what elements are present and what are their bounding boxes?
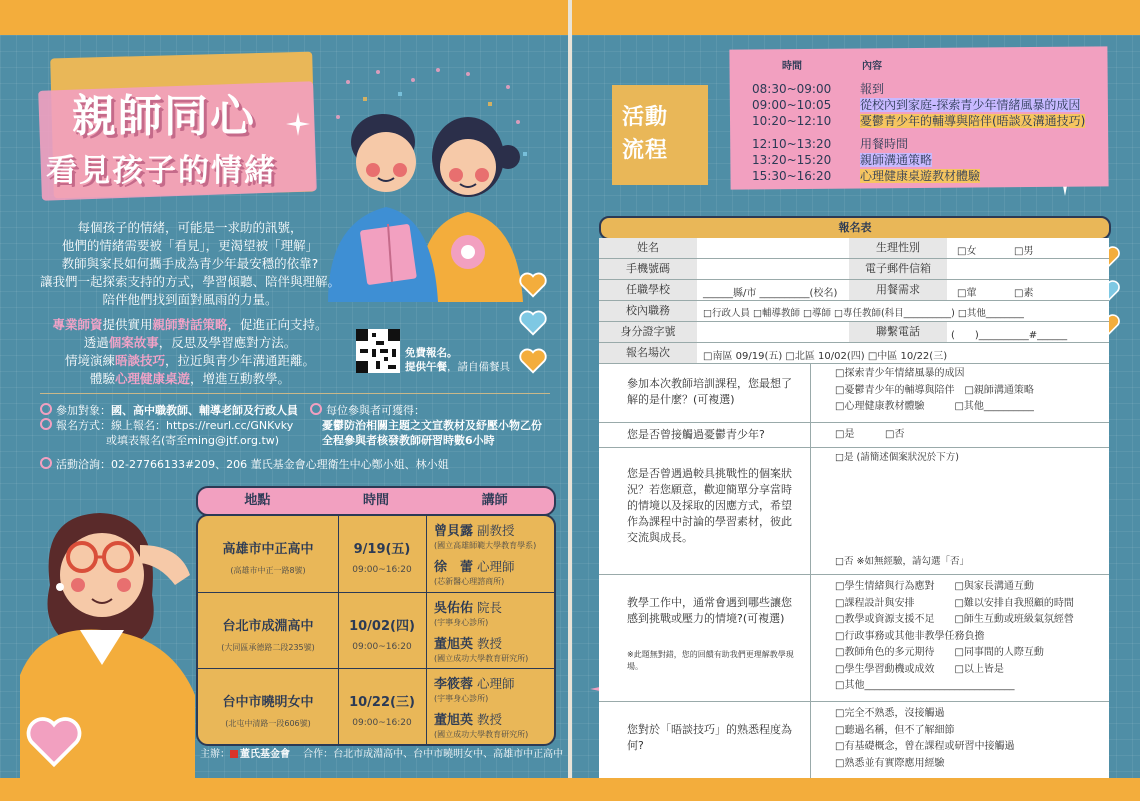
heart-icon <box>518 270 548 300</box>
flow-item: 15:30~16:20 心理健康桌遊教材體驗 <box>752 169 981 183</box>
meal-meat-checkbox[interactable]: □葷 <box>957 288 977 299</box>
page-fold <box>568 0 572 801</box>
sparkle-icon <box>286 112 310 136</box>
tel-field[interactable]: ( )__________#______ <box>951 330 1068 341</box>
question-1: 參加本次教師培訓課程，您最想了解的是什麼？(可複選) □探索青少年情緒風暴的成因 □憂鬱青少年的輔導與陪伴 □親師溝通策略 □心理健康教材體驗 □其他__________ <box>599 364 1109 423</box>
form-row: 手機號碼 電子郵件信箱 <box>599 259 1109 280</box>
flow-item: 10:20~12:10 憂鬱青少年的輔導與陪伴(晤談及溝通技巧) <box>752 114 1086 128</box>
activity-title-1: 活動 <box>622 105 669 130</box>
question-3: 您是否曾遇過較具挑戰性的個案狀況？若您願意，歡迎簡單分享當時的情境以及採取的因應方式，希望作為課程中討論的學習素材，彼此交流與成長。 □是 (請簡述個案狀況於下方) □否 ※如無經驗，請勾選「否」 <box>599 448 1109 575</box>
id-field[interactable] <box>699 322 849 342</box>
form-row: 身分證字號 聯繫電話 ( )__________#______ <box>599 322 1109 343</box>
info-benefit-1: 憂鬱防治相關主題之文宣教材及紓壓小物乙份 <box>322 419 542 432</box>
intro-text: 每個孩子的情緒，可能是一求助的訊號， 他們的情緒需要被「看見」，更渴望被「理解」 教師與家長如何攜手成為青少年最安穩的依靠? 讓我們一起探索支持的方式，學習傾聽、陪伴與理解。 陪伴他們找到面對風雨的力量。 <box>40 220 341 307</box>
registration-form <box>599 238 1109 778</box>
email-field[interactable] <box>949 259 1109 279</box>
organizer-credit: 主辦： 董氏基金會 合作：台北市成淵高中、台中市曉明女中、高雄市中正高中 <box>200 749 564 760</box>
schedule-row: 台北市成淵高中 (大同區承德路二段235號) 10/02(四) 09:00~16:20 吳佑佑 院長 (宇寧身心診所) 董旭英 教授 (國立成功大學教育研究所) <box>198 592 554 668</box>
position-options[interactable]: □行政人員 □輔導教師 □導師 □專任教師(科目__________) □其他________ <box>703 308 1024 319</box>
flow-col-time: 時間 <box>782 61 802 72</box>
form-row: 校內職務 □行政人員 □輔導教師 □導師 □專任教師(科目__________) □其他________ <box>599 301 1109 322</box>
meal-veg-checkbox[interactable]: □素 <box>1014 288 1034 299</box>
activity-title-2: 流程 <box>622 138 669 163</box>
info-contact: 活動洽詢：02-27766133#209、206 董氏基金會心理衛生中心鄭小姐、林小姐 <box>40 457 449 473</box>
question-1-options[interactable]: □探索青少年情緒風暴的成因 □憂鬱青少年的輔導與陪伴 □親師溝通策略 □心理健康教材體驗 □其他__________ <box>835 368 1034 412</box>
title-line1: 親師同心 <box>72 91 256 142</box>
parent-teacher-illustration <box>318 62 548 302</box>
info-method-alt: 或填表報名(寄至ming@jtf.org.tw) <box>106 434 280 447</box>
venue-options[interactable]: □南區 09/19(五) □北區 10/02(四) □中區 10/22(三) <box>703 351 948 362</box>
gender-male-checkbox[interactable]: □男 <box>1014 246 1034 257</box>
flow-item: 12:10~13:20 用餐時間 <box>752 137 909 151</box>
info-benefit-label: 每位參與者可獲得： <box>310 403 425 419</box>
schedule-row: 高雄市中正高中 (高雄市中正一路8號) 9/19(五) 09:00~16:20 曾貝露 副教授 (國立高雄師範大學教育學系) 徐 蕾 心理師 (芯新醫心理諮商所) <box>222 523 537 586</box>
school-field[interactable]: ______縣/市 __________(校名) <box>703 288 838 299</box>
title-line2: 看見孩子的情緒 <box>46 153 277 189</box>
heart-icon <box>22 712 86 772</box>
form-row: 報名場次 □南區 09/19(五) □北區 10/02(四) □中區 10/22(三) <box>599 343 1109 364</box>
info-benefit-2: 全程參與者核發教師研習時數6小時 <box>322 434 495 447</box>
heart-icon <box>518 346 548 376</box>
question-2: 您是否曾接觸過憂鬱青少年? □是 □否 <box>599 423 1109 448</box>
question-5: 您對於「晤談技巧」的熟悉程度為何? □完全不熟悉，沒接觸過 □聽過名稱，但不了解細節 □有基礎概念，曾在課程或研習中接觸過 □熟悉並有實際應用經驗 <box>599 702 1109 777</box>
name-field[interactable] <box>699 238 849 258</box>
question-2-no[interactable]: □否 <box>885 429 905 440</box>
info-target: 參加對象：國、高中職教師、輔導老師及行政人員 <box>40 403 298 419</box>
form-row: 任職學校 ______縣/市 __________(校名) 用餐需求 □葷 □素 <box>599 280 1109 301</box>
question-3-answer-field[interactable] <box>835 470 1105 550</box>
question-4: 教學工作中，通常會遇到哪些讓您感到挑戰或壓力的情境?(可複選) ※此題無對錯，您的回饋有助我們更理解教學現場。 □學生情緒與行為應對 □與家長溝通互動 □課程設計與安排 □難以安排自我照顧的時間 □教學或資源支援不足 □師生互動或班級氣氛經營 □行政事務或其他非教學任務負擔 □教師角色的多元期待 □同事間的人際互動 □學生學習動機或成效 □以上皆是 □其他______________________________ <box>599 575 1109 702</box>
flow-item: 13:20~15:20 親師溝通策略 <box>752 153 933 167</box>
question-2-yes[interactable]: □是 <box>835 429 855 440</box>
schedule-col-lecturer: 講師 <box>481 493 508 508</box>
qr-code-icon[interactable] <box>356 329 400 373</box>
schedule-col-place: 地點 <box>244 493 271 508</box>
features-text: 專業師資提供實用親師對話策略，促進正向支持。 透過個案故事，反思及學習應對方法。 情境演練晤談技巧，拉近與青少年溝通距離。 體驗心理健康桌遊，增進互動教學。 <box>52 317 328 386</box>
bottom-strip <box>0 778 1140 801</box>
form-title: 報名表 <box>599 216 1111 240</box>
phone-field[interactable] <box>699 259 849 279</box>
form-row: 姓名 生理性別 □女 □男 <box>599 238 1109 259</box>
question-3-yes[interactable]: □是 (請簡述個案狀況於下方) <box>835 452 959 463</box>
question-3-no[interactable]: □否 ※如無經驗，請勾選「否」 <box>835 556 969 567</box>
flow-item: 09:00~10:05 從校內到家庭-探索青少年情緒風暴的成因 <box>752 98 1081 112</box>
register-note: 免費報名。 提供午餐，請自備餐具 <box>405 347 510 373</box>
flow-item: 08:30~09:00 報到 <box>752 82 885 96</box>
gender-female-checkbox[interactable]: □女 <box>957 246 977 257</box>
divider <box>40 393 550 394</box>
question-4-options[interactable]: □學生情緒與行為應對 □與家長溝通互動 □課程設計與安排 □難以安排自我照顧的時間 □教學或資源支援不足 □師生互動或班級氣氛經營 □行政事務或其他非教學任務負擔 □教師角色的多元期待 □同事間的人際互動 □學生學習動機或成效 □以上皆是 □其他______________________________ <box>835 581 1074 691</box>
schedule-table <box>196 514 556 746</box>
schedule-col-time: 時間 <box>363 493 390 508</box>
heart-icon <box>518 308 548 338</box>
schedule-row: 台中市曉明女中 (北屯中清路一段606號) 10/22(三) 09:00~16:20 李筱蓉 心理師 (宇寧身心診所) 董旭英 教授 (國立成功大學教育研究所) <box>198 668 554 744</box>
question-5-options[interactable]: □完全不熟悉，沒接觸過 □聽過名稱，但不了解細節 □有基礎概念，曾在課程或研習中接觸過 □熟悉並有實際應用經驗 <box>835 708 1015 769</box>
schedule-header <box>196 486 556 516</box>
flow-col-content: 內容 <box>862 61 882 72</box>
info-method: 報名方式：線上報名：https://reurl.cc/GNKvky <box>40 418 293 434</box>
